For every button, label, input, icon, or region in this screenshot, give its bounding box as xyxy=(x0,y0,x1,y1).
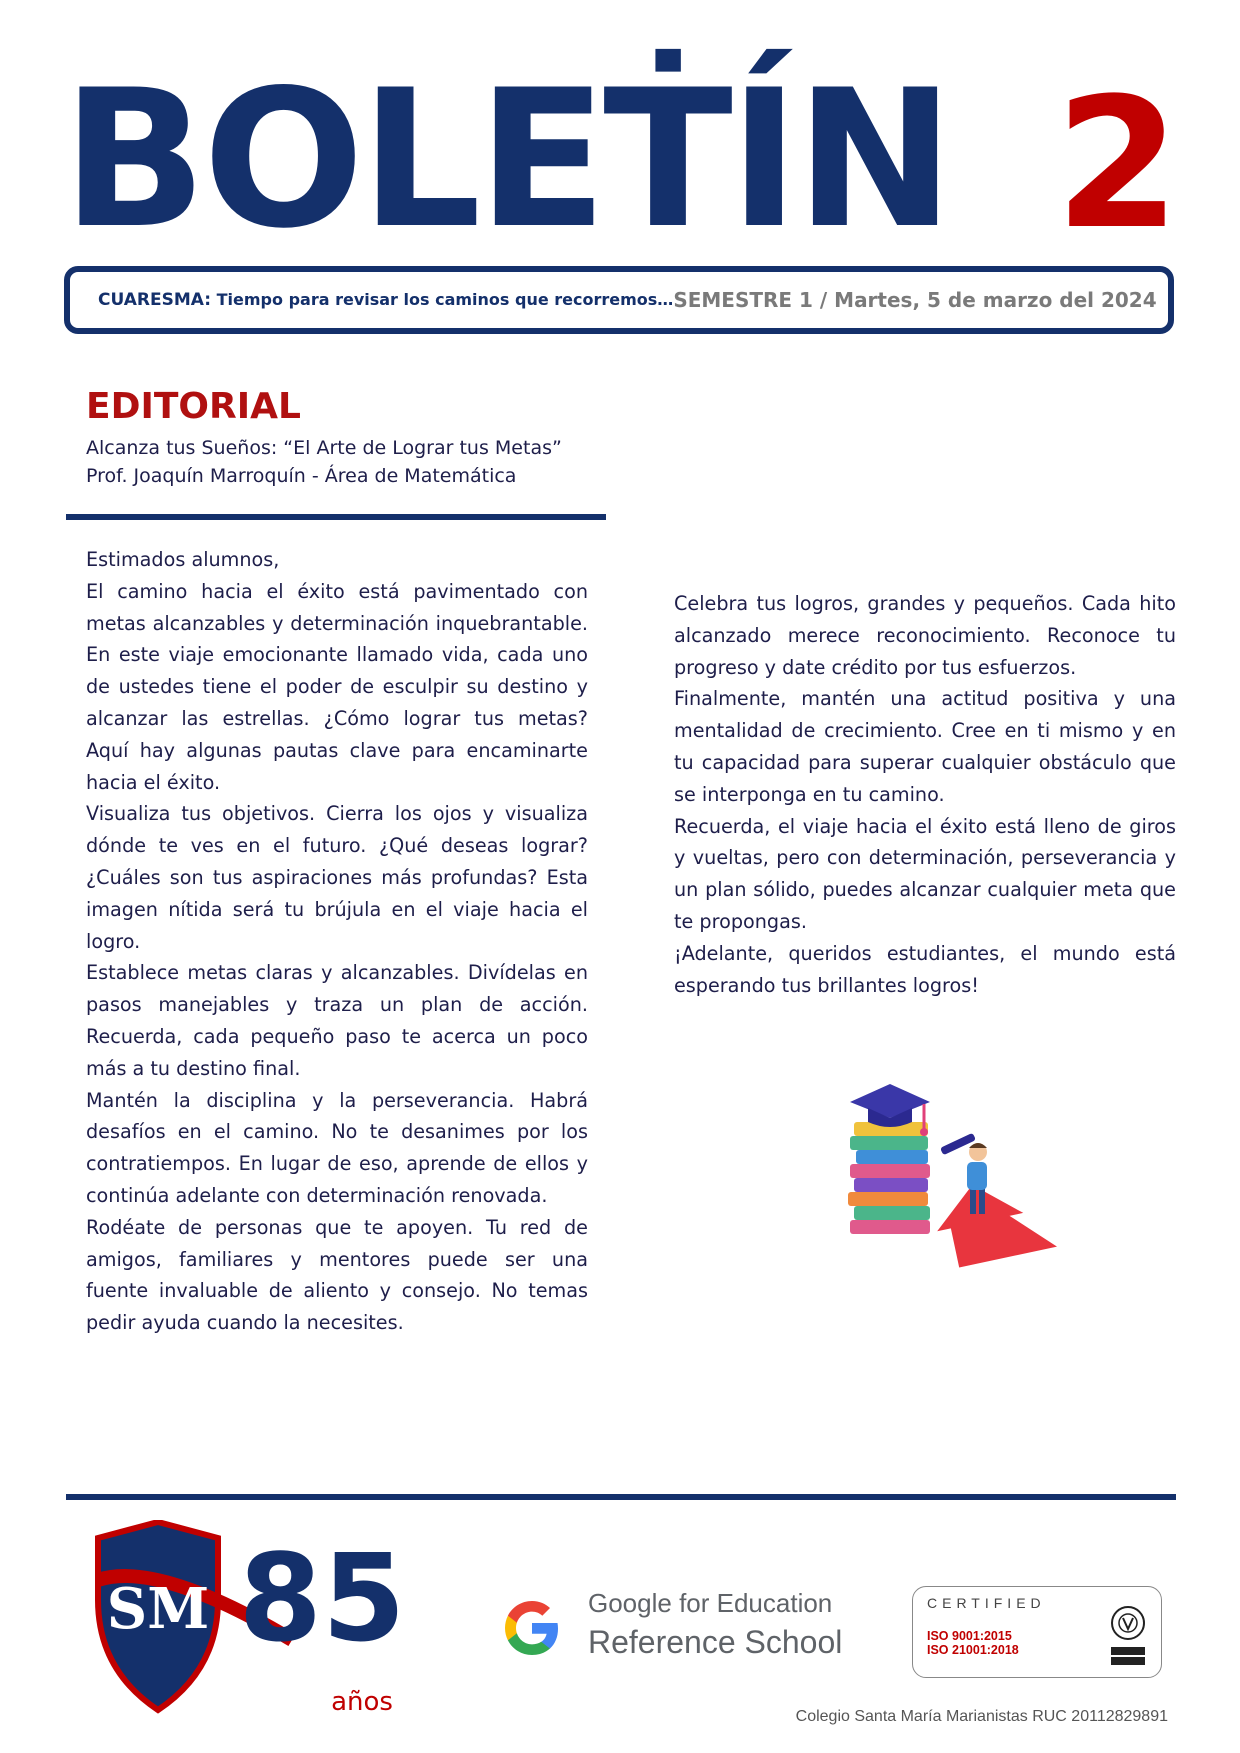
goals-illustration xyxy=(840,1070,1080,1280)
article-column-right xyxy=(674,588,1176,1001)
banner-label: CUARESMA: xyxy=(98,290,212,310)
article-column-left xyxy=(86,544,588,1339)
school-85-anos-logo xyxy=(92,1520,432,1720)
svg-text:SM: SM xyxy=(106,1576,210,1642)
section-divider xyxy=(66,514,606,520)
paragraph: Visualiza tus objetivos. Cierra los ojos y visualiza dónde te ves en el futuro. ¿Qué deseas lograr? ¿Cuáles son tus aspiraciones más profundas? Esta imagen nítida será tu brújula en el viaje hacia el logro. xyxy=(86,802,588,953)
article-author: Prof. Joaquín Marroquín - Área de Matemática xyxy=(86,465,517,487)
school-ruc: Colegio Santa María Marianistas RUC 20112829891 xyxy=(795,1708,1168,1725)
svg-text:85: 85 xyxy=(238,1530,406,1669)
article-subtitle: Alcanza tus Sueños: “El Arte de Lograr tus Metas” xyxy=(86,437,562,459)
certification-badge xyxy=(912,1586,1162,1678)
masthead-title: BOLEṪÍN xyxy=(62,49,951,270)
banner-tagline xyxy=(98,290,673,310)
cert-iso-9001: ISO 9001:2015 xyxy=(927,1629,1012,1643)
paragraph: Celebra tus logros, grandes y pequeños. Cada hito alcanzado merece reconocimiento. Reconoce tu progreso y date crédito por tus esfuerzos. xyxy=(674,592,1176,679)
bureau-veritas-seal-icon xyxy=(1105,1603,1151,1669)
book-stack-icon xyxy=(848,1122,930,1234)
footer-divider xyxy=(66,1494,1176,1500)
paragraph: Establece metas claras y alcanzables. Divídelas en pasos manejables y traza un plan de acción. Recuerda, cada pequeño paso te acerca un poco más a tu destino final. xyxy=(86,961,588,1080)
paragraph: ¡Adelante, queridos estudiantes, el mundo está esperando tus brillantes logros! xyxy=(674,941,1176,997)
paragraph: Recuerda, el viaje hacia el éxito está lleno de giros y vueltas, pero con determinación, perseverancia y un plan sólido, puedes alcanzar cualquier meta que te propongas. xyxy=(674,814,1176,933)
paragraph: Rodéate de personas que te apoyen. Tu red de amigos, familiares y mentores puede ser una fuente invaluable de aliento y consejo. No temas pedir ayuda cuando la necesites. xyxy=(86,1215,588,1335)
paragraph: El camino hacia el éxito está pavimentado con metas alcanzables y determinación inquebrantable. En este viaje emocionante llamado vida, cada uno de ustedes tiene el poder de esculpir su destino y alcanzar las estrellas. ¿Cómo lograr tus metas? Aquí hay algunas pautas clave para encaminarte hacia el éxito. xyxy=(86,579,588,794)
cert-iso-21001: ISO 21001:2018 xyxy=(927,1643,1019,1657)
section-heading: EDITORIAL xyxy=(86,386,301,427)
paragraph: Finalmente, mantén una actitud positiva y una mentalidad de crecimiento. Cree en ti mismo y en tu capacidad para superar cualquier obstáculo que se interponga en tu camino. xyxy=(674,687,1176,806)
google-education-label: Google for Education xyxy=(588,1588,833,1618)
issue-number: 2 xyxy=(1055,60,1181,269)
svg-text:años: años xyxy=(331,1687,393,1717)
reference-school-label: Reference School xyxy=(588,1624,843,1660)
paragraph: Estimados alumnos, xyxy=(86,548,280,571)
paragraph: Mantén la disciplina y la perseverancia. Habrá desafíos en el camino. No te desanimes por los contratiempos. En lugar de eso, aprende de ellos y continúa adelante con determinación renovada. xyxy=(86,1088,588,1207)
header-banner xyxy=(64,266,1174,334)
cert-title: CERTIFIED xyxy=(927,1595,1046,1611)
banner-date: SEMESTRE 1 / Martes, 5 de marzo del 2024 xyxy=(673,288,1157,312)
google-g-icon xyxy=(500,1596,564,1660)
arrow-icon xyxy=(929,1170,1057,1270)
banner-tagline-text: Tiempo para revisar los caminos que recorremos… xyxy=(211,290,674,309)
